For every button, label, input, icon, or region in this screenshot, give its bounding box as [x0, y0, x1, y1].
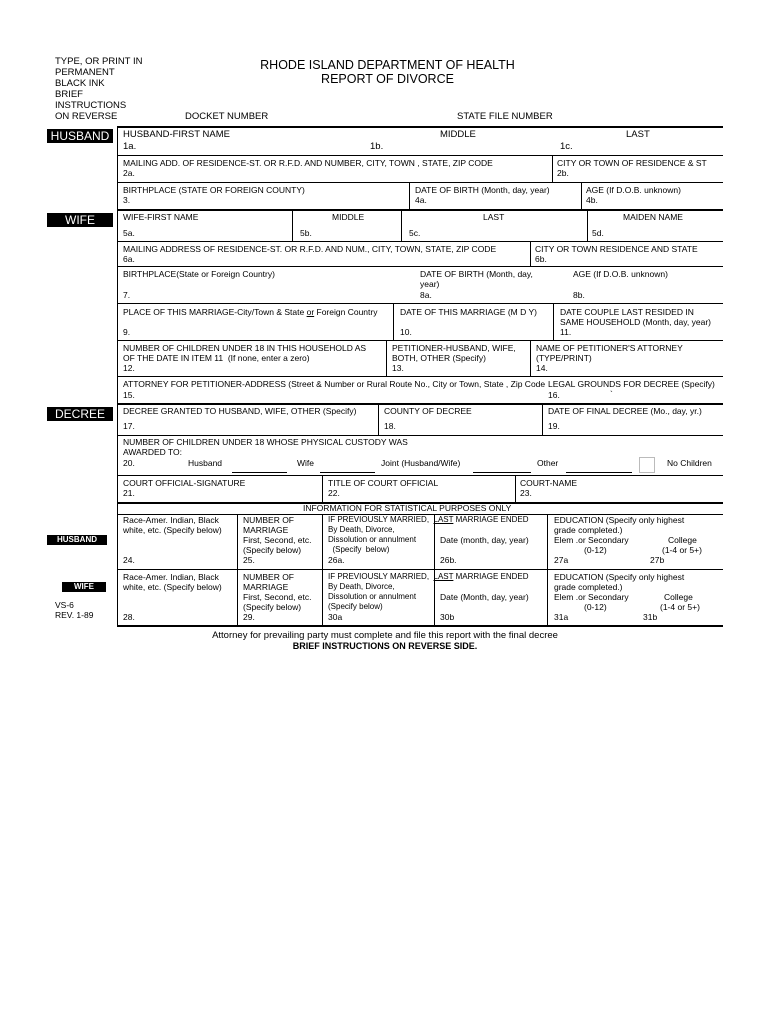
attorney-name-label-cont: (TYPE/PRINT) — [536, 353, 592, 363]
education-label-cont: grade completed.) — [554, 582, 623, 592]
row-divider — [117, 241, 723, 242]
form-title-department: RHODE ISLAND DEPARTMENT OF HEALTH — [260, 58, 515, 72]
form-id: VS-6 — [55, 600, 74, 610]
marriage-number-label: First, Second, etc. — [243, 592, 312, 602]
label-part: PLACE OF THIS MARRIAGE-City/Town & State — [123, 307, 307, 317]
field-number: 3. — [123, 195, 131, 205]
cell-divider — [322, 475, 323, 502]
cell-divider — [393, 303, 394, 340]
instruction-line: ON REVERSE — [55, 111, 118, 122]
wife-maiden-label: MAIDEN NAME — [623, 212, 683, 222]
college-label: College — [668, 535, 697, 545]
cell-divider — [553, 303, 554, 340]
prev-marriage-label: (Specify below) — [328, 602, 383, 611]
elem-secondary-label: Elem .or Secondary — [554, 592, 629, 602]
prev-marriage-label: Dissolution or annulment — [328, 535, 417, 544]
field-number: 2b. — [557, 168, 569, 178]
label-part: IF PREVIOUSLY MARRIED, — [328, 515, 434, 524]
field-number: 27b — [650, 555, 665, 565]
decree-granted-label: DECREE GRANTED TO HUSBAND, WIFE, OTHER (Specify) — [123, 406, 357, 416]
cell-divider — [237, 514, 238, 626]
section-divider — [117, 403, 723, 405]
children-label: NUMBER OF CHILDREN UNDER 18 IN THIS HOUSEHOLD AS — [123, 343, 367, 353]
field-number: 14. — [536, 363, 548, 373]
cell-divider — [530, 241, 531, 266]
education-label: EDUCATION (Specify only highest — [554, 572, 685, 582]
custody-option-wife: Wife — [297, 458, 314, 468]
label-part: IF PREVIOUSLY MARRIED, — [328, 572, 434, 581]
section-label-wife: WIFE — [47, 213, 113, 227]
field-number: 26b. — [440, 555, 457, 565]
husband-first-name-label: HUSBAND-FIRST NAME — [123, 129, 230, 140]
husband-middle-label: MIDDLE — [440, 129, 476, 140]
elem-range-label: (0-12) — [584, 545, 607, 555]
field-number: 19. — [548, 421, 560, 431]
field-number: 24. — [123, 555, 135, 565]
race-label-cont: white, etc. (Specify below) — [123, 582, 222, 592]
field-number: 20. — [123, 458, 135, 468]
field-number: 29. — [243, 612, 255, 622]
marriage-number-label: NUMBER OF — [243, 515, 294, 525]
row-divider — [117, 303, 723, 304]
prev-marriage-label: By Death, Divorce, — [328, 525, 395, 534]
attorney-name-label: NAME OF PETITIONER'S ATTORNEY — [536, 343, 683, 353]
petitioner-label: PETITIONER-HUSBAND, WIFE, — [392, 343, 516, 353]
section-label-decree: DECREE — [47, 407, 113, 421]
wife-birthplace-label: BIRTHPLACE(State or Foreign Country) — [123, 269, 275, 279]
legal-grounds-label: LEGAL GROUNDS FOR DECREE (Specify) — [548, 379, 715, 389]
final-decree-date-label: DATE OF FINAL DECREE (Mo., day, yr.) — [548, 406, 702, 416]
field-number: 8a. — [420, 290, 432, 300]
wife-dob-label-cont: year) — [420, 279, 440, 289]
field-number: 1c. — [560, 141, 573, 152]
husband-birthplace-label: BIRTHPLACE (STATE OR FOREIGN COUNTY) — [123, 185, 305, 195]
marriage-number-label: MARRIAGE — [243, 582, 289, 592]
cell-divider — [378, 405, 379, 435]
field-number: 18. — [384, 421, 396, 431]
elem-secondary-label: Elem .or Secondary — [554, 535, 629, 545]
field-number: 15. — [123, 390, 135, 400]
field-number: 23. — [520, 488, 532, 498]
section-label-wife-stats: WIFE — [62, 582, 106, 592]
instruction-line: INSTRUCTIONS — [55, 100, 127, 111]
label-part: LAST — [433, 515, 454, 524]
row-divider — [117, 266, 723, 267]
custody-option-none: No Children — [667, 458, 712, 468]
prev-marriage-label: Dissolution or annulment — [328, 592, 417, 601]
prev-marriage-label: (Specify below) — [328, 545, 390, 554]
husband-mailing-label: MAILING ADD. OF RESIDENCE-ST. OR R.F.D. AND NUMBER, CITY, TOWN , STATE, ZIP CODE — [123, 158, 493, 168]
last-resided-label: DATE COUPLE LAST RESIDED IN — [560, 307, 694, 317]
field-number: 26a. — [328, 555, 345, 565]
husband-dob-label: DATE OF BIRTH (Month, day, year) — [415, 185, 550, 195]
section-label-husband-stats: HUSBAND — [47, 535, 107, 545]
stray-mark: ` — [610, 389, 613, 399]
field-number: 5b. — [300, 228, 312, 238]
cell-divider — [409, 182, 410, 210]
race-label-cont: white, etc. (Specify below) — [123, 525, 222, 535]
attorney-address-label: ATTORNEY FOR PETITIONER-ADDRESS (Street & Number or Rural Route No., City or Town, State , Zip Code — [123, 379, 546, 389]
wife-middle-label: MIDDLE — [332, 212, 365, 222]
docket-number-label: DOCKET NUMBER — [185, 111, 269, 122]
form-revision: REV. 1-89 — [55, 610, 94, 620]
field-number: 9. — [123, 327, 131, 337]
field-number: 13. — [392, 363, 404, 373]
field-number: 22. — [328, 488, 340, 498]
field-number: 17. — [123, 421, 135, 431]
field-number: 10. — [400, 327, 412, 337]
label-part: or — [306, 307, 315, 317]
top-border — [117, 126, 723, 128]
no-children-checkbox[interactable] — [639, 457, 655, 473]
custody-option-husband: Husband — [188, 458, 223, 468]
prev-marriage-label — [328, 572, 529, 581]
field-number: 31b — [643, 612, 658, 622]
race-label: Race-Amer. Indian, Black — [123, 515, 219, 525]
instruction-line: BLACK INK — [55, 78, 105, 89]
field-number: 5d. — [592, 228, 604, 238]
race-label: Race-Amer. Indian, Black — [123, 572, 219, 582]
cell-divider — [581, 182, 582, 210]
instruction-line: TYPE, OR PRINT IN — [55, 56, 143, 67]
footer-note: Attorney for prevailing party must complete and file this report with the final decree — [212, 630, 558, 641]
bottom-border — [117, 625, 723, 627]
cell-divider — [401, 211, 402, 241]
marriage-date-label: DATE OF THIS MARRIAGE (M D Y) — [400, 307, 537, 317]
footer-instructions: BRIEF INSTRUCTIONS ON REVERSE SIDE. — [292, 641, 478, 651]
cell-divider — [530, 340, 531, 376]
elem-range-label: (0-12) — [584, 602, 607, 612]
husband-age-label: AGE (If D.O.B. unknown) — [586, 185, 681, 195]
cell-divider — [515, 475, 516, 502]
county-label: COUNTY OF DECREE — [384, 406, 472, 416]
husband-city-label: CITY OR TOWN OF RESIDENCE & ST — [557, 158, 707, 168]
field-number: 27a — [554, 555, 569, 565]
field-number: 6a. — [123, 254, 135, 264]
husband-last-label: LAST — [626, 129, 650, 140]
custody-label: NUMBER OF CHILDREN UNDER 18 WHOSE PHYSICAL CUSTODY WAS — [123, 437, 408, 447]
official-title-label: TITLE OF COURT OFFICIAL — [328, 478, 439, 488]
court-official-label: COURT OFFICIAL-SIGNATURE — [123, 478, 246, 488]
field-number: 31a — [554, 612, 569, 622]
label-part: MARRIAGE ENDED — [453, 572, 529, 581]
cell-divider — [552, 155, 553, 182]
label-part: LAST — [433, 572, 454, 581]
field-number: 7. — [123, 290, 131, 300]
marriage-number-label: First, Second, etc. — [243, 535, 312, 545]
marriage-number-label: (Specify below) — [243, 602, 302, 612]
education-label: EDUCATION (Specify only highest — [554, 515, 685, 525]
cell-divider — [547, 514, 548, 626]
field-number: 1b. — [370, 141, 384, 152]
marriage-number-label: NUMBER OF — [243, 572, 294, 582]
field-number: 21. — [123, 488, 135, 498]
prev-marriage-label — [328, 515, 529, 524]
label-part: Foreign Country — [314, 307, 378, 317]
court-name-label: COURT-NAME — [520, 478, 577, 488]
row-divider — [117, 569, 723, 570]
field-number: 4b. — [586, 195, 598, 205]
marriage-place-label — [123, 308, 377, 318]
field-number: 5a. — [123, 228, 135, 238]
cell-divider — [322, 514, 323, 626]
field-number: 16. — [548, 390, 560, 400]
instruction-line: PERMANENT — [55, 67, 115, 78]
row-divider — [117, 435, 723, 436]
field-number: 4a. — [415, 195, 427, 205]
cell-divider — [292, 211, 293, 241]
row-divider — [117, 376, 723, 377]
form-title-report: REPORT OF DIVORCE — [321, 72, 454, 86]
field-number: 5c. — [409, 228, 421, 238]
end-date-label: Date (Month, day, year) — [440, 592, 529, 602]
end-date-label: Date (month, day, year) — [440, 535, 529, 545]
joint-count-line[interactable] — [473, 472, 531, 473]
cell-divider — [386, 340, 387, 376]
education-label-cont: grade completed.) — [554, 525, 623, 535]
wife-city-label: CITY OR TOWN RESIDENCE AND STATE — [535, 244, 698, 254]
label-part: MARRIAGE ENDED — [453, 515, 529, 524]
wife-dob-label: DATE OF BIRTH (Month, day, — [420, 269, 533, 279]
field-number: 11. — [560, 327, 572, 337]
section-label-husband: HUSBAND — [47, 129, 113, 143]
wife-last-label: LAST — [483, 212, 505, 222]
field-number: 8b. — [573, 290, 585, 300]
instruction-line: BRIEF — [55, 89, 83, 100]
row-divider — [117, 340, 723, 341]
row-divider — [117, 155, 723, 156]
cell-divider — [542, 405, 543, 435]
marriage-number-label: MARRIAGE — [243, 525, 289, 535]
field-number: 2a. — [123, 168, 135, 178]
cell-divider — [434, 514, 435, 626]
college-range-label: (1-4 or 5+) — [660, 602, 700, 612]
field-number: 12. — [123, 363, 135, 373]
field-number: 30a — [328, 612, 343, 622]
field-number: 6b. — [535, 254, 547, 264]
college-label: College — [664, 592, 693, 602]
field-number: 30b — [440, 612, 455, 622]
other-count-line[interactable] — [566, 472, 632, 473]
state-file-number-label: STATE FILE NUMBER — [457, 111, 553, 122]
last-resided-label-cont: SAME HOUSEHOLD (Month, day, year) — [560, 317, 711, 327]
petitioner-label-cont: BOTH, OTHER (Specify) — [392, 353, 486, 363]
row-divider — [117, 475, 723, 476]
wife-age-label: AGE (If D.O.B. unknown) — [573, 269, 668, 279]
row-divider — [117, 182, 723, 183]
prev-marriage-label: By Death, Divorce, — [328, 582, 395, 591]
custody-label-cont: AWARDED TO: — [123, 447, 183, 457]
children-label-cont: OF THE DATE IN ITEM 11 (If none, enter a zero) — [123, 353, 310, 363]
wife-mailing-label: MAILING ADDRESS OF RESIDENCE-ST. OR R.F.D. AND NUM., CITY, TOWN, STATE, ZIP CODE — [123, 244, 497, 254]
field-number: 25. — [243, 555, 255, 565]
custody-option-joint: Joint (Husband/Wife) — [381, 458, 461, 468]
cell-divider — [587, 211, 588, 241]
marriage-number-label: (Specify below) — [243, 545, 302, 555]
husband-count-line[interactable] — [232, 472, 287, 473]
field-number: 1a. — [123, 141, 137, 152]
custody-option-other: Other — [537, 458, 559, 468]
wife-first-name-label: WIFE-FIRST NAME — [123, 212, 199, 222]
college-range-label: (1-4 or 5+) — [662, 545, 702, 555]
field-number: 28. — [123, 612, 135, 622]
stats-header: INFORMATION FOR STATISTICAL PURPOSES ONLY — [303, 503, 512, 513]
wife-count-line[interactable] — [320, 472, 375, 473]
section-divider — [117, 209, 723, 211]
